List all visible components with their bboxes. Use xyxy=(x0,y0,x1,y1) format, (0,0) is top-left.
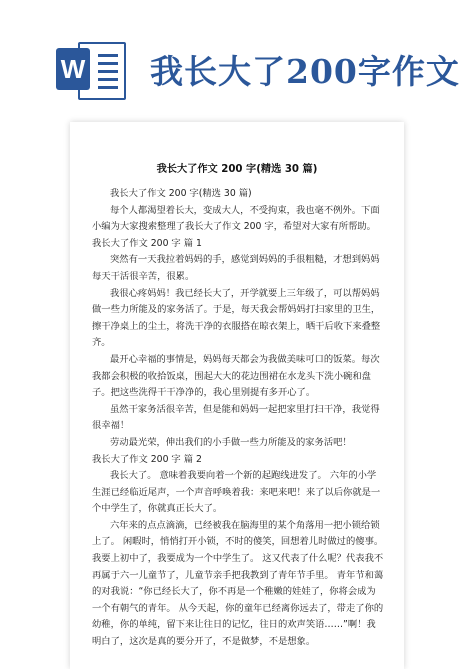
paragraph: 我长大了。 意味着我要向着一个新的起跑线进发了。 六年的小学生涯已经临近尾声，一个声音呼唤着我：来吧来吧！来了以后你就是一个中学生了，你就真正长大了。 xyxy=(92,470,381,515)
paragraph: 我很心疼妈妈！我已经长大了，开学就要上三年级了，可以帮妈妈做一些力所能及的家务活了。于是，每天我会帮妈妈打扫家里的卫生，擦干净桌上的尘土，将洗干净的衣服搭在晾衣架上，晒干后收下来叠整齐。 xyxy=(92,287,381,349)
document-page xyxy=(70,122,404,669)
document-title: 我长大了作文 200 字(精选 30 篇) xyxy=(156,164,318,175)
paragraph: 最开心幸福的事情是，妈妈每天都会为我做美味可口的饭菜。每次我都会积极的收拾饭桌，围起大大的花边围裙在水龙头下洗小碗和盘子。把这些洗得干干净净的，我心里别提有多开心了。 xyxy=(92,353,380,399)
banner xyxy=(0,0,474,120)
section-heading: 我长大了作文 200 字 篇 1 xyxy=(92,237,202,249)
word-badge-icon: W xyxy=(56,48,90,90)
paragraph: 虽然干家务活很辛苦，但是能和妈妈一起把家里打扫干净，我觉得很幸福！ xyxy=(92,403,380,432)
paragraph: 六年来的点点滴滴，已经被我在脑海里的某个角落用一把小锁给锁上了。 闲暇时，悄悄打开小锁，不时的傻笑，回想着儿时做过的傻事。我要上初中了，我要成为一个中学生了。 这又代表了什么呢？代表我不再属于六一儿童节了，儿童节亲手把我教到了青年节手里。 青年节和蔼的对我说：“你已经长大了，你不再是一个稚嫩的娃娃了，你将会成为一个有朝气的青年。 从今天起，你的童年已经离你远去了，带走了你的幼稚，你的单纯，留下来让往日的记忆，往日的欢声笑语……”啊！我明白了，这次是真的要分开了，不是做梦，不是想象。 xyxy=(92,519,384,648)
word-app-icon xyxy=(56,38,126,100)
paragraph: 劳动最光荣，伸出我们的小手做一些力所能及的家务活吧！ xyxy=(110,436,352,448)
document-body xyxy=(92,186,384,651)
paragraph: 每个人都渴望着长大，变成大人，不受拘束，我也毫不例外。下面小编为大家搜索整理了我长大了作文 200 字，希望对大家有所帮助。 xyxy=(92,204,380,233)
paragraph: 突然有一天我拉着妈妈的手，感觉到妈妈的手很粗糙，才想到妈妈每天干活很辛苦，很累。 xyxy=(92,254,380,282)
section-heading: 我长大了作文 200 字 篇 2 xyxy=(92,453,202,465)
banner-title: 我长大了200字作文 xyxy=(150,52,460,91)
intro-line: 我长大了作文 200 字(精选 30 篇) xyxy=(110,188,252,199)
